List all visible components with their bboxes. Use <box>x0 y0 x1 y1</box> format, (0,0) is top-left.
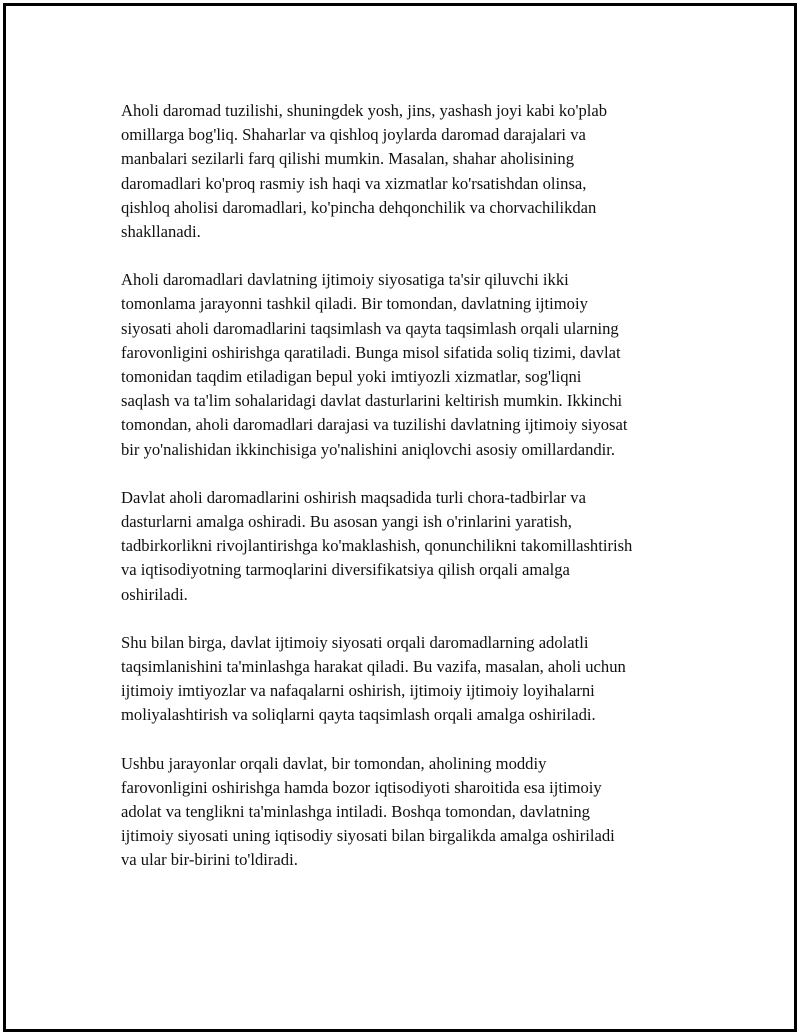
text-line: qishloq aholisi daromadlari, ko'pincha dehqonchilik va chorvachilikdan <box>121 197 597 217</box>
page-border <box>3 3 797 1032</box>
text-line: va iqtisodiyotning tarmoqlarini diversifikatsiya qilish orqali amalga <box>121 560 570 580</box>
text-line: shakllanadi. <box>121 222 201 242</box>
text-line: moliyalashtirish va soliqlarni qayta taqsimlash orqali amalga oshiriladi. <box>121 705 596 725</box>
text-line: Aholi daromad tuzilishi, shuningdek yosh, jins, yashash joyi kabi ko'plab <box>121 101 608 120</box>
paragraph-2 <box>121 268 701 462</box>
text-line: oshiriladi. <box>121 584 188 604</box>
paragraph-5 <box>121 752 701 873</box>
text-line: adolat va tenglikni ta'minlashga intiladi. Boshqa tomondan, davlatning <box>121 802 590 822</box>
text-line: farovonligini oshirishga qaratiladi. Bunga misol sifatida soliq tizimi, davlat <box>121 342 621 362</box>
text-line: Aholi daromadlari davlatning ijtimoiy siyosatiga ta'sir qiluvchi ikki <box>121 270 569 290</box>
paragraph-3 <box>121 486 701 607</box>
text-line: ijtimoiy imtiyozlar va nafaqalarni oshirish, ijtimoiy ijtimoiy loyihalarni <box>121 681 595 701</box>
text-line: manbalari sezilarli farq qilishi mumkin. Masalan, shahar aholisining <box>121 149 574 169</box>
text-line: dasturlarni amalga oshiradi. Bu asosan yangi ish o'rinlarini yaratish, <box>121 512 572 532</box>
paragraph-4 <box>121 631 701 728</box>
text-line: tomonlama jarayonni tashkil qiladi. Bir tomondan, davlatning ijtimoiy <box>121 294 588 314</box>
text-line: ijtimoiy siyosati uning iqtisodiy siyosati bilan birgalikda amalga oshiriladi <box>121 826 615 846</box>
text-line: daromadlari ko'proq rasmiy ish haqi va xizmatlar ko'rsatishdan olinsa, <box>121 173 587 193</box>
text-line: Shu bilan birga, davlat ijtimoiy siyosati orqali daromadlarning adolatli <box>121 632 589 652</box>
text-line: farovonligini oshirishga hamda bozor iqtisodiyoti sharoitida esa ijtimoiy <box>121 777 602 797</box>
text-line: Ushbu jarayonlar orqali davlat, bir tomondan, aholining moddiy <box>121 753 547 773</box>
text-line: va ular bir-birini to'ldiradi. <box>121 850 298 870</box>
text-line: bir yo'nalishidan ikkinchisiga yo'nalishini aniqlovchi asosiy omillardandir. <box>121 439 616 459</box>
text-line: Davlat aholi daromadlarini oshirish maqsadida turli chora-tadbirlar va <box>121 487 586 507</box>
text-line: taqsimlanishini ta'minlashga harakat qiladi. Bu vazifa, masalan, aholi uchun <box>121 657 626 677</box>
text-line: tomondan, aholi daromadlari darajasi va tuzilishi davlatning ijtimoiy siyosat <box>121 415 628 435</box>
text-line: omillarga bog'liq. Shaharlar va qishloq joylarda daromad darajalari va <box>121 125 586 145</box>
paragraph-1 <box>121 99 701 244</box>
text-line: siyosati aholi daromadlarini taqsimlash va qayta taqsimlash orqali ularning <box>121 318 619 338</box>
text-line: tomonidan taqdim etiladigan bepul yoki imtiyozli xizmatlar, sog'liqni <box>121 367 582 387</box>
text-line: tadbirkorlikni rivojlantirishga ko'maklashish, qonunchilikni takomillashtirish <box>121 536 633 556</box>
document-body <box>121 99 701 897</box>
text-line: saqlash va ta'lim sohalaridagi davlat dasturlarini keltirish mumkin. Ikkinchi <box>121 391 623 411</box>
